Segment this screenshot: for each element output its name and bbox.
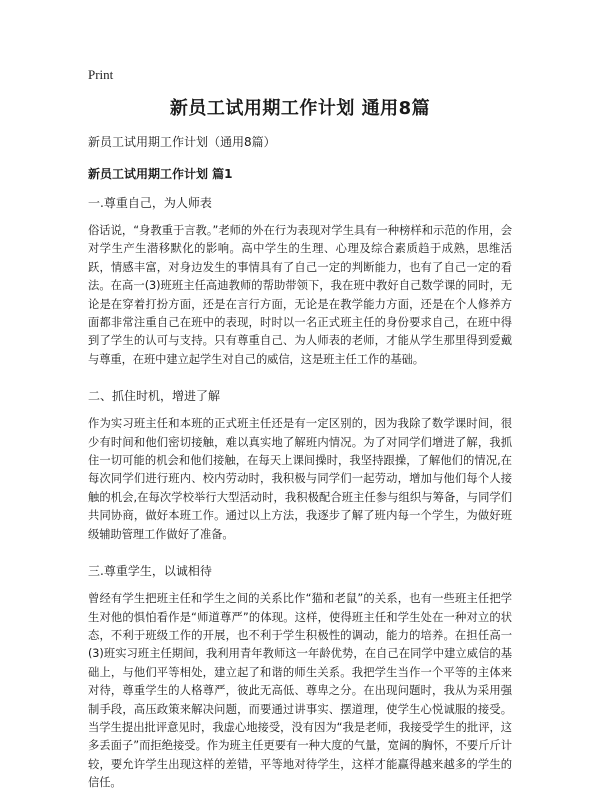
print-link[interactable]: Print	[88, 67, 114, 82]
section-heading: 新员工试用期工作计划 篇1	[88, 167, 233, 181]
document-subtitle: 新员工试用期工作计划（通用8篇）	[88, 135, 276, 149]
document-title: 新员工试用期工作计划 通用8篇	[169, 98, 431, 119]
subsection-heading-2: 二、抓住时机，增进了解	[88, 389, 221, 404]
subsection-heading-1: 一.尊重自己，为人师表	[88, 196, 212, 210]
paragraph-2: 作为实习班主任和本班的正式班主任还是有一定区别的，因为我除了数学课时间，很少有时间和他们密切接触，难以真实地了解班内情况。为了对同学们增进了解，我抓住一切可能的机会和他们接触，在每天上课间操时，我坚持跟操，了解他们的情况,在每次同学们进行班内、校内劳动时，我积极与同学们一起劳动，增加与他们每个人接触的机会,在每次学校举行大型活动时，我积极配合班主任参与组织与筹备，与同学们共同协商，做好本班工作。通过以上方法，我逐步了解了班内每一个学生，为做好班级辅助管理工作做好了准备。	[88, 417, 512, 541]
paragraph-1: 俗话说，“身教重于言教。”老师的外在行为表现对学生具有一种榜样和示范的作用，会对学生产生潜移默化的影响。高中学生的生理、心理及综合素质趋于成熟，思维活跃，情感丰富，对身边发生的事情具有了自己一定的判断能力，也有了自己一定的看法。在高一(3)班班主任高迪教师的帮助带领下，我在班中教好自己数学课的同时，无论是在穿着打扮方面，还是在言行方面，无论是在教学能力方面，还是在个人修养方面都非常注重自己在班中的表现，时时以一名正式班主任的身份要求自己，在班中得到了学生的认可与支持。只有尊重自己、为人师表的老师，才能从学生那里得到爱戴与尊重，在班中建立起学生对自己的威信，这是班主任工作的基础。	[88, 224, 512, 366]
paragraph-3: 曾经有学生把班主任和学生之间的关系比作“猫和老鼠”的关系，也有一些班主任把学生对他的惧怕看作是“师道尊严”的体现。这样，使得班主任和学生处在一种对立的状态，不利于班级工作的开展，也不利于学生积极性的调动，能力的培养。在担任高一(3)班实习班主任期间，我利用青年教师这一年龄优势，在自己在同学中建立威信的基础上，与他们平等相处，建立起了和谐的师生关系。我把学生当作一个平等的主体来对待，尊重学生的人格尊严，彼此无高低、尊卑之分。在出现问题时，我从为采用强制手段，高压政策来解决问题，而要通过讲事实、摆道理，使学生心悦诚服的接受。当学生提出批评意见时，我虚心地接受，没有因为“我是老师，我接受学生的批评，这多丢面子”而拒绝接受。作为班主任更要有一种大度的气量，宽阔的胸怀，不要斤斤计较，要允许学生出现这样的差错，平等地对待学生，这样才能赢得越来越多的学生的信任。	[88, 592, 512, 790]
subsection-heading-3: 三.尊重学生，以诚相待	[88, 564, 212, 579]
